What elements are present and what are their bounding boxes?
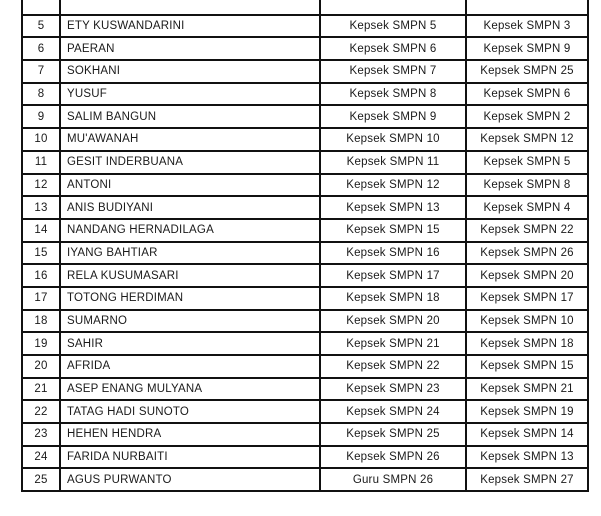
employee-name-cell: ANTONI — [60, 174, 320, 197]
employee-name-cell: TATAG HADI SUNOTO — [60, 400, 320, 423]
row-number-cell: 6 — [22, 37, 60, 60]
previous-position-cell: Kepsek SMPN 15 — [320, 219, 466, 242]
employee-name-cell: SALIM BANGUN — [60, 105, 320, 128]
employee-name-cell: AFRIDA — [60, 355, 320, 378]
previous-position-cell: Kepsek SMPN 26 — [320, 446, 466, 469]
row-number-cell: 7 — [22, 60, 60, 83]
table-row — [22, 355, 588, 378]
row-number-cell: 9 — [22, 105, 60, 128]
new-position-cell: Kepsek SMPN 17 — [466, 287, 588, 310]
previous-position-cell: Kepsek SMPN 8 — [320, 83, 466, 106]
row-number-cell: 15 — [22, 242, 60, 265]
table-row — [22, 83, 588, 106]
new-position-cell: Kepsek SMPN 9 — [466, 37, 588, 60]
new-position-cell: Kepsek SMPN 3 — [466, 15, 588, 38]
previous-position-cell: Kepsek SMPN 7 — [320, 60, 466, 83]
table-row — [22, 378, 588, 401]
previous-position-cell: Kepsek SMPN 16 — [320, 242, 466, 265]
previous-position-cell: Kepsek SMPN 22 — [320, 355, 466, 378]
new-position-cell: Kepsek SMPN 12 — [466, 128, 588, 151]
employee-name-cell: ANIS BUDIYANI — [60, 196, 320, 219]
previous-position-cell: Kepsek SMPN 9 — [320, 105, 466, 128]
employee-name-cell: ASEP ENANG MULYANA — [60, 378, 320, 401]
employee-name-cell: FARIDA NURBAITI — [60, 446, 320, 469]
row-number-cell: 10 — [22, 128, 60, 151]
employee-name-cell: PAERAN — [60, 37, 320, 60]
new-position-cell: Kepsek SMPN 19 — [466, 400, 588, 423]
row-number-cell: 8 — [22, 83, 60, 106]
employee-name-cell: GESIT INDERBUANA — [60, 151, 320, 174]
row-number-cell: 23 — [22, 423, 60, 446]
table-row — [22, 0, 588, 15]
row-number-cell: 19 — [22, 332, 60, 355]
previous-position-cell: Kepsek SMPN 21 — [320, 332, 466, 355]
table-row — [22, 60, 588, 83]
new-position-cell: Kepsek SMPN 18 — [466, 332, 588, 355]
row-number-cell: 25 — [22, 468, 60, 491]
employee-name-cell: SAHIR — [60, 332, 320, 355]
table-row — [22, 15, 588, 38]
table-row — [22, 264, 588, 287]
table-row — [22, 423, 588, 446]
employee-name-cell: NANDANG HERNADILAGA — [60, 219, 320, 242]
new-position-cell: Kepsek SMPN 15 — [466, 355, 588, 378]
previous-position-cell: Kepsek SMPN 12 — [320, 174, 466, 197]
table-row — [22, 105, 588, 128]
table-row — [22, 174, 588, 197]
previous-position-cell: Kepsek SMPN 17 — [320, 264, 466, 287]
table-row — [22, 468, 588, 491]
row-number-cell: 13 — [22, 196, 60, 219]
employee-name-cell: SOKHANI — [60, 60, 320, 83]
new-position-cell: Kepsek SMPN 21 — [466, 378, 588, 401]
new-position-cell: Kepsek SMPN 4 — [466, 196, 588, 219]
employee-name-cell: ETY KUSWANDARINI — [60, 15, 320, 38]
employee-name-cell: AGUS PURWANTO — [60, 468, 320, 491]
employee-name-cell: IYANG BAHTIAR — [60, 242, 320, 265]
previous-position-cell: Kepsek SMPN 23 — [320, 378, 466, 401]
rotation-table-sheet — [21, 0, 587, 492]
previous-position-cell: Kepsek SMPN 11 — [320, 151, 466, 174]
row-number-cell: 18 — [22, 310, 60, 333]
row-number-cell: 20 — [22, 355, 60, 378]
employee-name-cell: MU'AWANAH — [60, 128, 320, 151]
table-row — [22, 310, 588, 333]
table-row — [22, 151, 588, 174]
table-row — [22, 196, 588, 219]
previous-position-cell: Kepsek SMPN 20 — [320, 310, 466, 333]
row-number-cell: 22 — [22, 400, 60, 423]
table-row — [22, 287, 588, 310]
previous-position-cell: Kepsek SMPN 10 — [320, 128, 466, 151]
new-position-cell: Kepsek SMPN 26 — [466, 242, 588, 265]
table-row — [22, 219, 588, 242]
rotation-table — [21, 0, 589, 492]
previous-position-cell: Kepsek SMPN 25 — [320, 423, 466, 446]
previous-position-cell: Kepsek SMPN 24 — [320, 400, 466, 423]
row-number-cell: 21 — [22, 378, 60, 401]
employee-name-cell: SUMARNO — [60, 310, 320, 333]
new-position-cell: Kepsek SMPN 10 — [466, 310, 588, 333]
previous-position-cell: Kepsek SMPN 5 — [320, 15, 466, 38]
previous-position-cell: Kepsek SMPN 18 — [320, 287, 466, 310]
row-number-cell: 14 — [22, 219, 60, 242]
new-position-cell: Kepsek SMPN 14 — [466, 423, 588, 446]
new-position-cell: Kepsek SMPN 20 — [466, 264, 588, 287]
table-row — [22, 332, 588, 355]
table-row — [22, 400, 588, 423]
employee-name-cell: TOTONG HERDIMAN — [60, 287, 320, 310]
table-row — [22, 446, 588, 469]
employee-name-cell: YUSUF — [60, 83, 320, 106]
new-position-cell: Kepsek SMPN 5 — [466, 151, 588, 174]
row-number-cell — [22, 0, 60, 15]
table-row — [22, 37, 588, 60]
new-position-cell: Kepsek SMPN 13 — [466, 446, 588, 469]
row-number-cell: 12 — [22, 174, 60, 197]
table-row — [22, 242, 588, 265]
previous-position-cell — [320, 0, 466, 15]
new-position-cell: Kepsek SMPN 25 — [466, 60, 588, 83]
row-number-cell: 24 — [22, 446, 60, 469]
previous-position-cell: Kepsek SMPN 6 — [320, 37, 466, 60]
new-position-cell: Kepsek SMPN 8 — [466, 174, 588, 197]
employee-name-cell: HEHEN HENDRA — [60, 423, 320, 446]
rotation-table-body — [22, 0, 588, 491]
new-position-cell: Kepsek SMPN 2 — [466, 105, 588, 128]
new-position-cell: Kepsek SMPN 6 — [466, 83, 588, 106]
new-position-cell: Kepsek SMPN 27 — [466, 468, 588, 491]
employee-name-cell: RELA KUSUMASARI — [60, 264, 320, 287]
table-row — [22, 128, 588, 151]
row-number-cell: 5 — [22, 15, 60, 38]
row-number-cell: 16 — [22, 264, 60, 287]
row-number-cell: 11 — [22, 151, 60, 174]
new-position-cell — [466, 0, 588, 15]
employee-name-cell — [60, 0, 320, 15]
new-position-cell: Kepsek SMPN 22 — [466, 219, 588, 242]
previous-position-cell: Guru SMPN 26 — [320, 468, 466, 491]
row-number-cell: 17 — [22, 287, 60, 310]
previous-position-cell: Kepsek SMPN 13 — [320, 196, 466, 219]
